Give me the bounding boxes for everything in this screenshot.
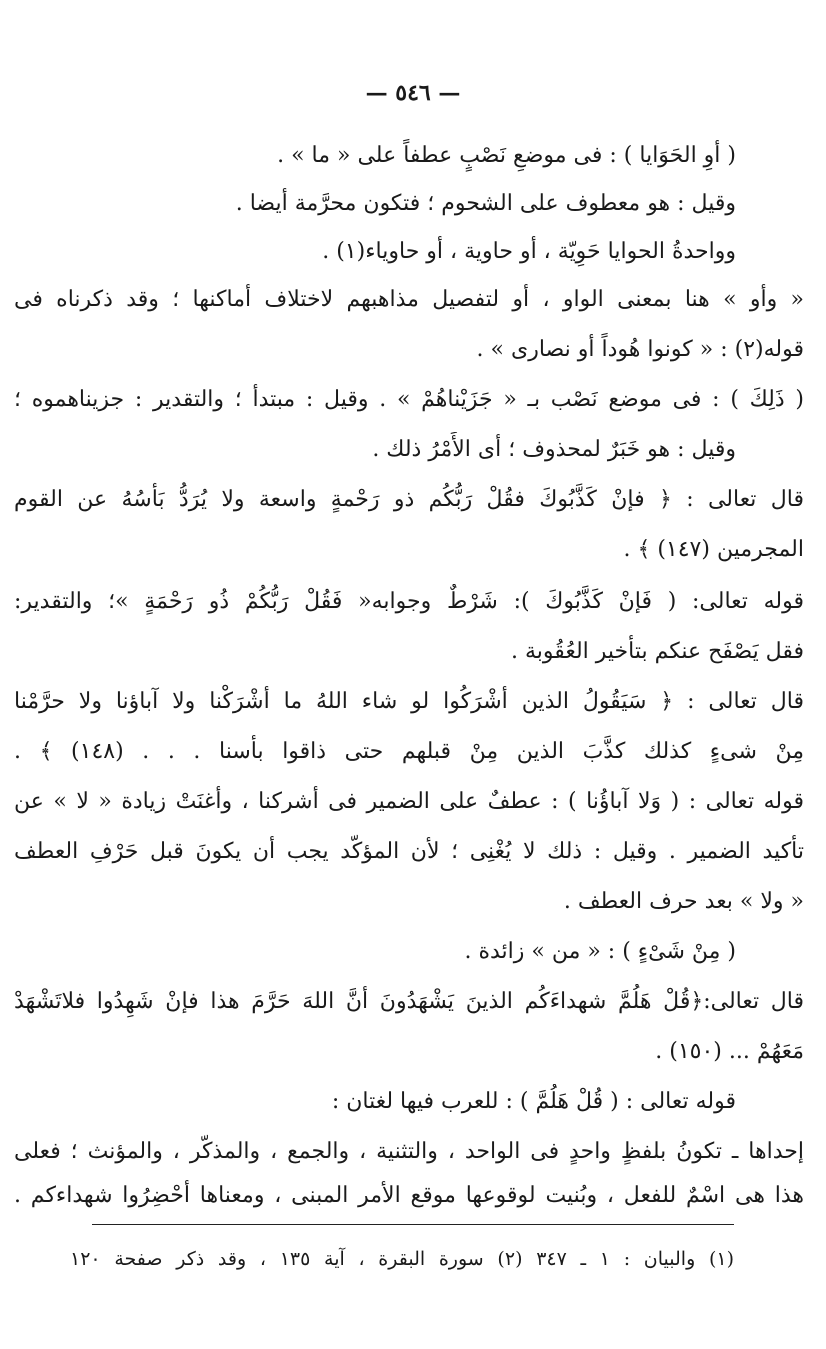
page-number: — ٥٤٦ —: [365, 80, 461, 106]
text-line: قوله(٢) : « كونوا هُوداً أو نصارى » .: [476, 337, 804, 362]
text-line: ( ذَلِكَ ) : فى موضع نَصْب بـ « جَزَيْناهُمْ » . وقيل : مبتدأ ؛ والتقدير : جزيناهموه ؛: [14, 387, 804, 412]
text-line: ( مِنْ شَىْءٍ ) : « من » زائدة .: [464, 939, 736, 964]
text-line: مِنْ شىءٍ كذلك كذَّبَ الذين مِنْ قبلهم حتى ذاقوا بأسنا . . . (١٤٨) ﴾ .: [14, 739, 804, 764]
text-line: قال تعالى : ﴿ فإنْ كَذَّبُوكَ فقُلْ رَبُّكُم ذو رَحْمةٍ واسعة ولا يُرَدُّ بَأْسُهُ عن القوم: [14, 487, 804, 512]
text-line: قال تعالى:﴿قُلْ هَلُمَّ شهداءَكُم الذينَ يَشْهَدُونَ أنَّ اللهَ حَرَّمَ هذا فإنْ شَهِدُوا فلاتَشْهَدْ: [14, 989, 804, 1014]
text-line: وواحدةُ الحوايا حَوِيّة ، أو حاوية ، أو حاوياء(١) .: [322, 239, 736, 264]
text-line: قوله تعالى: ( فَإنْ كَذَّبُوكَ ): شَرْطٌ وجوابه« فَقُلْ رَبُّكُمْ ذُو رَحْمَةٍ »؛ والتقدير:: [14, 589, 804, 614]
text-line: مَعَهُمْ ... (١٥٠) .: [655, 1039, 804, 1064]
text-line: « ولا » بعد حرف العطف .: [563, 889, 804, 914]
text-line: تأكيد الضمير . وقيل : ذلك لا يُغْنِى ؛ لأن المؤكّد يجب أن يكونَ قبل حَرْفِ العطف: [14, 839, 804, 864]
text-line: وقيل : هو خَبَرٌ لمحذوف ؛ أى الأَمْرُ ذلك .: [372, 437, 736, 462]
text-line: « وأو » هنا بمعنى الواو ، أو لتفصيل مذاهبهم لاختلاف أماكنها ؛ وقد ذكرناه فى: [14, 287, 804, 312]
text-line: المجرمين (١٤٧) ﴾ .: [623, 537, 804, 562]
text-line: إحداها ـ تكونُ بلفظٍ واحدٍ فى الواحد ، والتثنية ، والجمع ، والمذكّر ، والمؤنث ؛ فعلى: [14, 1139, 804, 1164]
text-line: ( أوِ الحَوَايا ) : فى موضعِ نَصْبٍ عطفاً على « ما » .: [277, 143, 736, 168]
footnotes: (١) والبيان : ١ ـ ٣٤٧ (٢) سورة البقرة ، آية ١٣٥ ، وقد ذكر صفحة ١٢٠: [70, 1248, 734, 1270]
text-line: قوله تعالى : ( قُلْ هَلُمَّ ) : للعرب فيها لغتان :: [331, 1089, 736, 1114]
text-line: قال تعالى : ﴿ سَيَقُولُ الذين أشْرَكُوا لو شاء اللهُ ما أشْرَكْنا ولا آباؤنا ولا حرَّمْنا: [14, 689, 804, 714]
text-line: قوله تعالى : ( وَلا آباؤُنا ) : عطفٌ على الضمير فى أشركنا ، وأغنَتْ زيادة « لا » عن: [14, 789, 804, 814]
footnote-divider: [92, 1224, 734, 1225]
text-line: هذا هى اسْمٌ للفعل ، وبُنيت لوقوعها موقع الأمر المبنى ، ومعناها أحْضِرُوا شهداءكم .: [14, 1183, 804, 1208]
text-line: فقل يَصْفَح عنكم بتأخير العُقُوبة .: [510, 639, 804, 664]
text-line: وقيل : هو معطوف على الشحوم ؛ فتكون محرَّمة أيضا .: [235, 191, 736, 216]
